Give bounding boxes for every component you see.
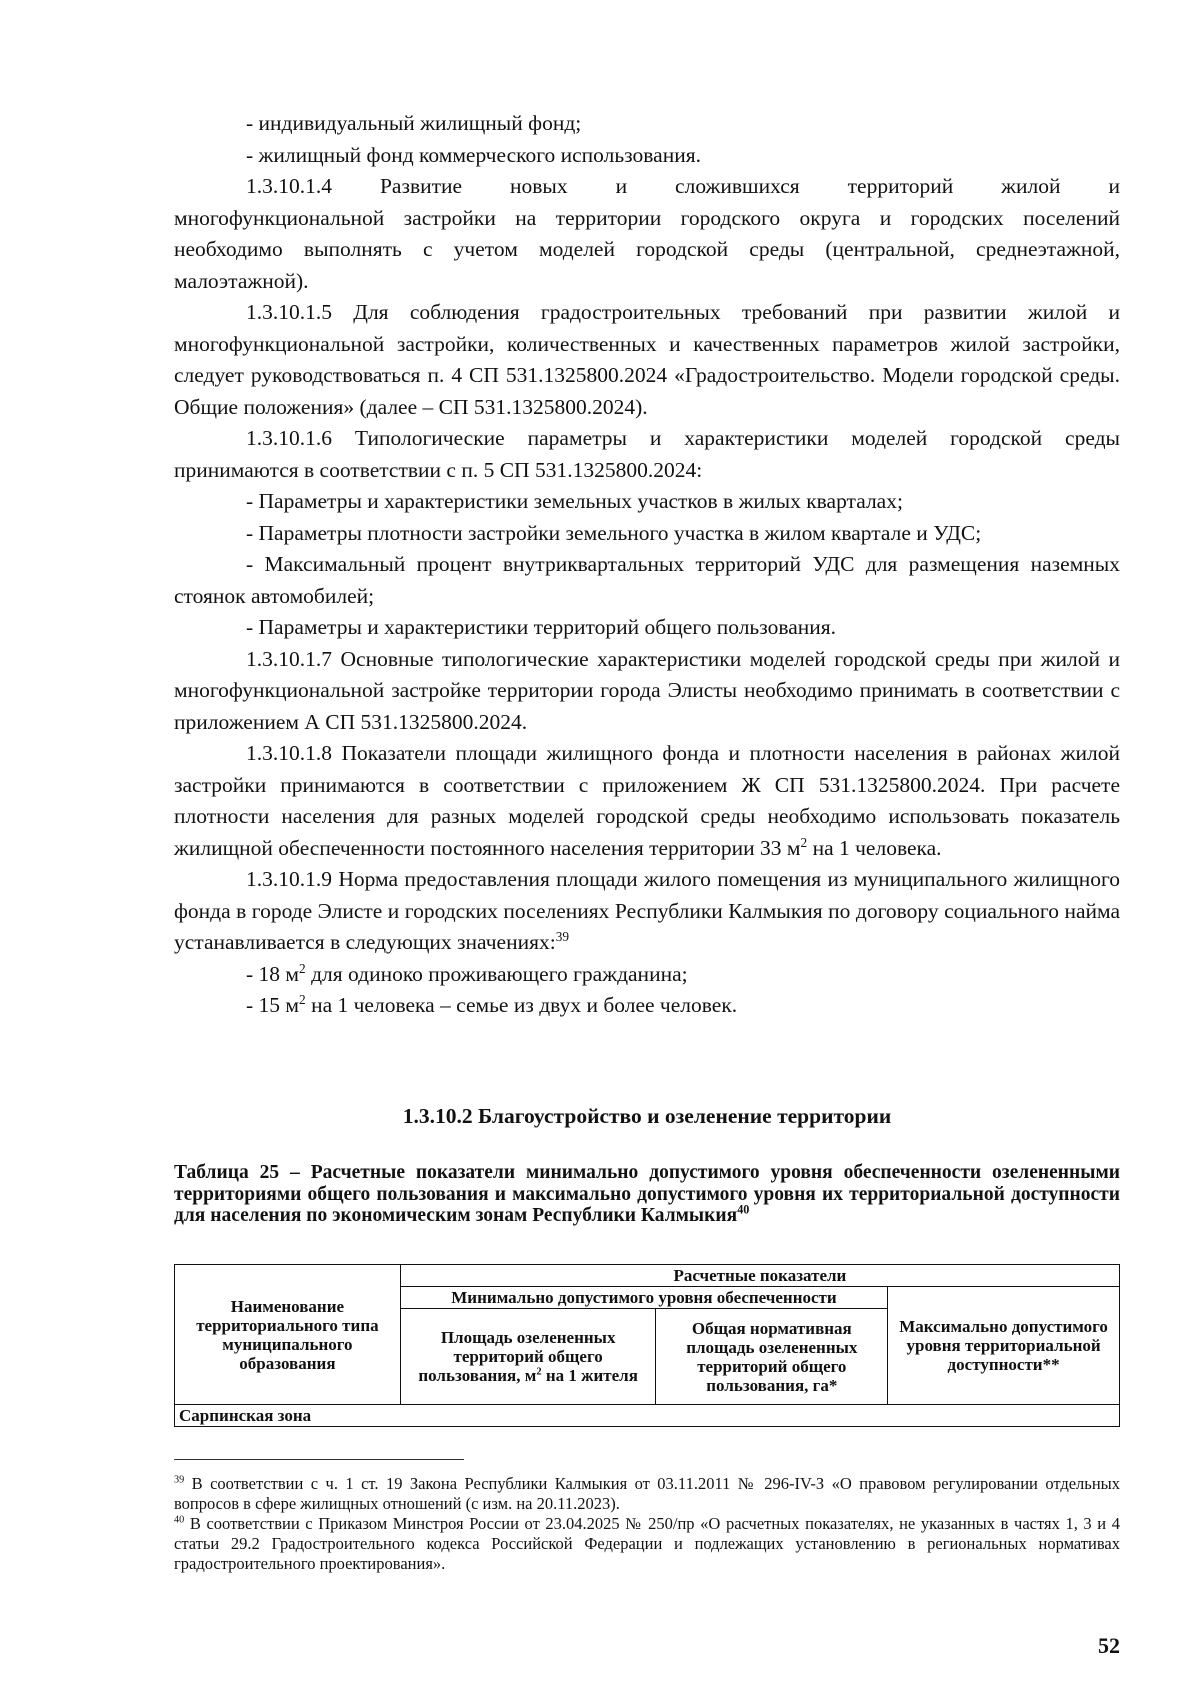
paragraph-1-3-10-1-4-first-line: 1.3.10.1.4 Развитие новых и сложившихся территорий жилой и bbox=[246, 174, 1120, 198]
bullet-item: - индивидуальный жилищный фонд; bbox=[246, 111, 582, 135]
body-text bbox=[174, 108, 1120, 1022]
paragraph-1-3-10-1-5: 1.3.10.1.5 Для соблюдения градостроительных требований при развитии жилой и многофункциональной застройки, количественных и качественных параметров жилой застройки, следует руководствоваться п. 4 СП 531.1325800.2024 «Градостроительство. Модели городской среды. Общие положения» (далее – СП 531.1325800.2024). bbox=[174, 300, 1120, 419]
superscript: 2 bbox=[536, 1366, 542, 1378]
bullet-text: - 15 м bbox=[246, 993, 300, 1017]
paragraph-text: 1.3.10.1.8 Показатели площади жилищного фонда и плотности населения в районах жилой застройки принимаются в соответствии с приложением Ж СП 531.1325800.2024. При расчете плотности населения для разных моделей городской среды необходимо использовать показатель жилищной обеспеченности постоянного населения территории 33 м bbox=[174, 741, 1120, 860]
footnote-separator bbox=[174, 1459, 464, 1460]
header-text: на 1 жителя bbox=[541, 1366, 638, 1385]
paragraph-1-3-10-1-6: 1.3.10.1.6 Типологические параметры и характеристики моделей городской среды принимаются в соответствии с п. 5 СП 531.1325800.2024: bbox=[174, 426, 1120, 482]
bullet-item: - Максимальный процент внутриквартальных территорий УДС для размещения наземных стоянок автомобилей; bbox=[174, 552, 1120, 608]
paragraph-1-3-10-1-8 bbox=[174, 738, 1120, 864]
bullet-item: - Параметры и характеристики территорий общего пользования. bbox=[246, 615, 837, 639]
header-total-area: Общая нормативная площадь озелененных территорий общего пользования, га* bbox=[656, 1309, 888, 1405]
header-text: Площадь озелененных территорий общего пользования, м bbox=[418, 1328, 616, 1385]
table-row-zone: Сарпинская зона bbox=[175, 1405, 1120, 1427]
bullet-item bbox=[174, 959, 1120, 991]
paragraph-text: на 1 человека. bbox=[807, 835, 942, 860]
footnote-number: 40 bbox=[174, 1514, 185, 1526]
header-max-access: Максимально допустимого уровня территориальной доступности** bbox=[888, 1287, 1120, 1405]
footnote-ref-40[interactable]: 40 bbox=[737, 1202, 750, 1217]
footnote-text: В соответствии с Приказом Минстроя России от 23.04.2025 № 250/пр «О расчетных показателях, не указанных в частях 1, 3 и 4 статьи 29.2 Градостроительного кодекса Российской Федерации и подлежащих установлению в региональных нормативах градостроительного проектирования». bbox=[174, 1514, 1120, 1573]
bullet-item: - Параметры и характеристики земельных участков в жилых кварталах; bbox=[246, 489, 903, 513]
bullet-item: - жилищный фонд коммерческого использования. bbox=[246, 142, 701, 167]
paragraph-1-3-10-1-7: 1.3.10.1.7 Основные типологические характеристики моделей городской среды при жилой и многофункциональной застройке территории города Элисты необходимо принимать в соответствии с приложением А СП 531.1325800.2024. bbox=[174, 646, 1120, 734]
header-calc-indicators: Расчетные показатели bbox=[400, 1265, 1119, 1287]
bullet-item: - Параметры плотности застройки земельного участка в жилом квартале и УДС; bbox=[246, 520, 982, 545]
paragraph-1-3-10-1-9 bbox=[174, 864, 1120, 959]
footnote-text: В соответствии с ч. 1 ст. 19 Закона Республики Калмыкия от 03.11.2011 № 296-IV-З «О правовом регулировании отдельных вопросов в сфере жилищных отношений (с изм. на 20.11.2023). bbox=[174, 1474, 1120, 1513]
header-min-level: Минимально допустимого уровня обеспеченности bbox=[400, 1287, 887, 1309]
paragraph-text: 1.3.10.1.9 Норма предоставления площади жилого помещения из муниципального жилищного фонда в городе Элисте и городских поселениях Республики Калмыкия по договору социального найма устанавливается в следующих значениях: bbox=[174, 867, 1120, 954]
footnote-40 bbox=[174, 1514, 1120, 1574]
footnote-number: 39 bbox=[174, 1474, 185, 1486]
superscript: 2 bbox=[800, 834, 808, 850]
superscript: 2 bbox=[299, 991, 306, 1007]
bullet-text: - 18 м bbox=[246, 961, 300, 986]
header-area-per-resident bbox=[400, 1309, 656, 1405]
table-caption bbox=[174, 1162, 1120, 1227]
page-number: 52 bbox=[1098, 1633, 1120, 1658]
green-areas-table bbox=[174, 1264, 1120, 1427]
superscript: 2 bbox=[299, 960, 306, 976]
header-municipality-type: Наименование территориального типа муниципального образования bbox=[175, 1265, 401, 1405]
bullet-text: для одиноко проживающего гражданина; bbox=[305, 961, 688, 986]
paragraph-1-3-10-1-4: многофункциональной застройки на территории городского округа и городских поселений необходимо выполнять с учетом моделей городской среды (центральной, среднеэтажной, малоэтажной). bbox=[174, 205, 1120, 293]
bullet-text: на 1 человека – семье из двух и более человек. bbox=[305, 993, 738, 1017]
footnotes bbox=[174, 1474, 1120, 1574]
table-caption-text: Таблица 25 – Расчетные показатели минимально допустимого уровня обеспеченности озелененными территориями общего пользования и максимально допустимого уровня их территориальной доступности для населения по экономическим зонам Республики Калмыкия bbox=[174, 1162, 1120, 1226]
bullet-item bbox=[174, 990, 1120, 1022]
section-heading: 1.3.10.2 Благоустройство и озеленение территории bbox=[402, 1104, 892, 1128]
footnote-ref-39[interactable]: 39 bbox=[555, 928, 570, 944]
footnote-39 bbox=[174, 1474, 1120, 1514]
